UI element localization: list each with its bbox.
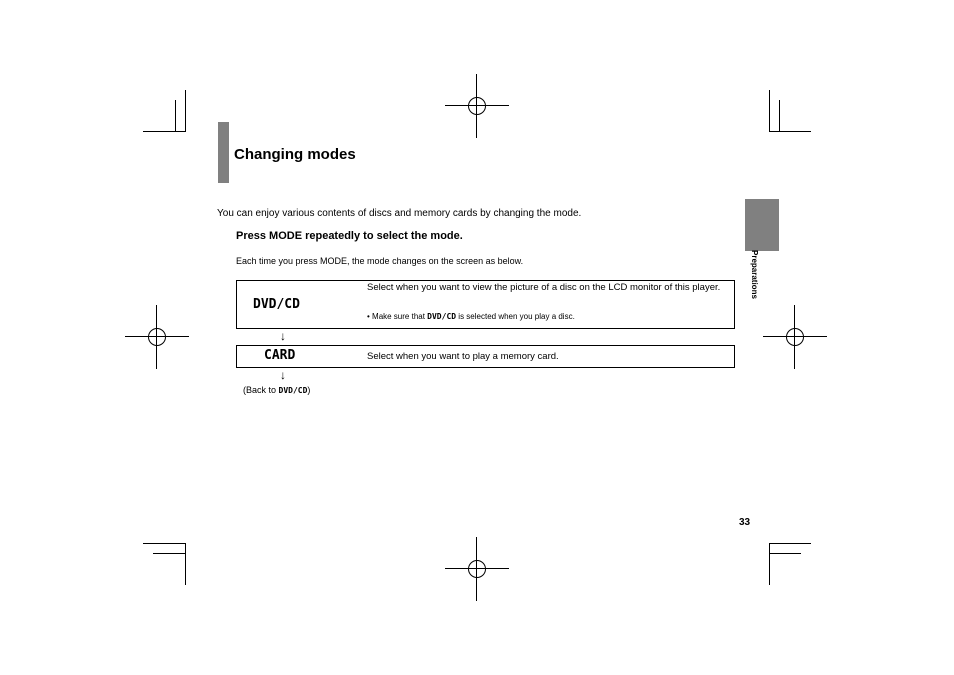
mode-box-dvd-cd xyxy=(236,280,735,329)
back-lcd-text: DVD/CD xyxy=(278,386,308,395)
page-title: Changing modes xyxy=(234,146,356,163)
registration-mark-bottom xyxy=(445,537,509,601)
mode-description-card: Select when you want to play a memory card. xyxy=(367,351,559,362)
note-suffix: is selected when you play a disc. xyxy=(456,312,575,321)
step-description: Each time you press MODE, the mode changes on the screen as below. xyxy=(236,256,524,266)
back-to-note xyxy=(243,385,310,395)
note-lcd-text: DVD/CD xyxy=(427,312,457,321)
page-number: 33 xyxy=(739,517,751,528)
step-instruction: Press MODE repeatedly to select the mode. xyxy=(236,230,463,242)
arrow-down-icon: ↓ xyxy=(280,329,286,343)
mode-description-dvd-cd: Select when you want to view the picture of a disc on the LCD monitor of this player. xyxy=(367,282,721,293)
section-tab xyxy=(745,199,779,251)
note-prefix: • Make sure that xyxy=(367,312,428,321)
mode-note-dvd-cd xyxy=(367,312,575,321)
title-accent-bar xyxy=(218,122,229,183)
mode-name-card: CARD xyxy=(264,348,296,363)
arrow-down-icon: ↓ xyxy=(280,368,286,382)
registration-mark-right xyxy=(763,305,827,369)
section-tab-label: Preparations xyxy=(750,250,759,299)
back-prefix: (Back to xyxy=(243,385,279,395)
mode-box-card xyxy=(236,345,735,368)
mode-name-dvd-cd: DVD/CD xyxy=(253,297,300,312)
registration-mark-top xyxy=(445,74,509,138)
back-suffix: ) xyxy=(307,385,311,395)
intro-text: You can enjoy various contents of discs and memory cards by changing the mode. xyxy=(217,208,582,219)
registration-mark-left xyxy=(125,305,189,369)
